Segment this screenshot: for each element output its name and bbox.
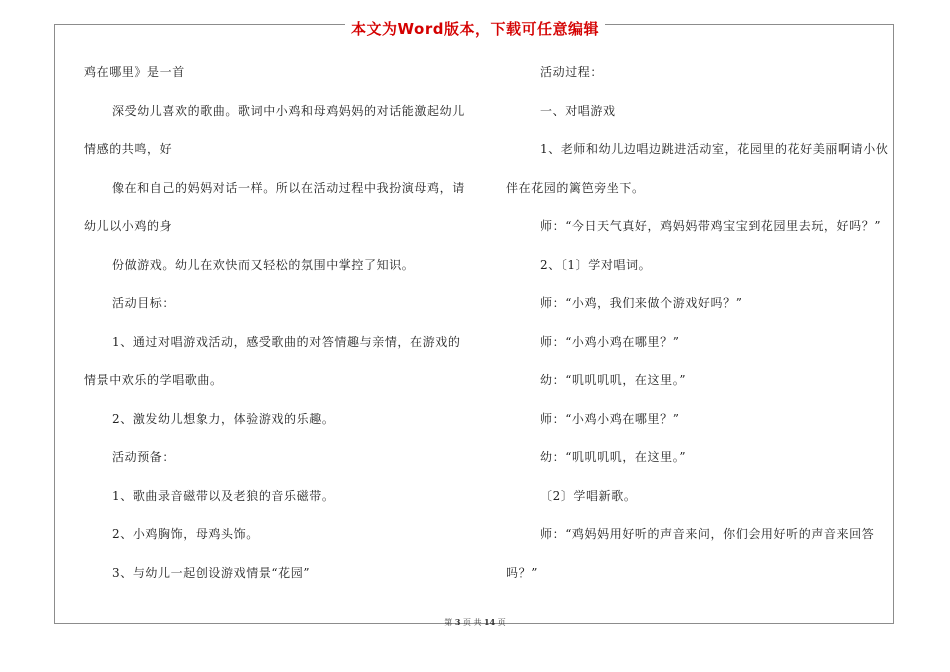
paragraph-line: 2、〔1〕学对唱词。: [540, 257, 652, 272]
paragraph-line: 伴在花园的篱笆旁坐下。: [506, 180, 645, 195]
paragraph-line: 3、与幼儿一起创设游戏情景“花园”: [112, 565, 311, 580]
paragraph-line: 师：“小鸡，我们来做个游戏好吗？”: [540, 296, 743, 310]
footer-current-page: 3: [454, 617, 461, 627]
paragraph-line: 情感的共鸣，好: [84, 142, 173, 156]
paragraph-line: 师：“小鸡小鸡在哪里？”: [540, 334, 680, 349]
banner-text: 本文为Word版本，下载可任意编辑: [345, 20, 605, 38]
paragraph-line: 师：“今日天气真好，鸡妈妈带鸡宝宝到花园里去玩，好吗？”: [540, 219, 882, 233]
footer-total-pages: 14: [484, 617, 496, 627]
paragraph-line: 2、激发幼儿想象力，体验游戏的乐趣。: [112, 411, 335, 426]
word-version-banner: [0, 19, 950, 39]
paragraph-line: 幼：“叽叽叽叽，在这里。”: [540, 373, 687, 387]
footer-prefix: 第: [444, 618, 453, 627]
page-number-footer: [0, 617, 950, 628]
paragraph-line: 情景中欢乐的学唱歌曲。: [84, 373, 223, 387]
paragraph-line: 活动过程：: [540, 65, 604, 79]
paragraph-line: 师：“小鸡小鸡在哪里？”: [540, 411, 680, 426]
paragraph-line: 幼儿以小鸡的身: [84, 219, 173, 233]
paragraph-line: 一、对唱游戏: [540, 103, 616, 118]
footer-middle: 页 共: [462, 618, 482, 627]
paragraph-line: 1、通过对唱游戏活动，感受歌曲的对答情趣与亲情，在游戏的: [112, 334, 461, 349]
paragraph-line: 2、小鸡胸饰，母鸡头饰。: [112, 527, 259, 541]
right-text-column: [506, 60, 890, 599]
paragraph-line: 像在和自己的妈妈对话一样。所以在活动过程中我扮演母鸡，请: [112, 180, 465, 195]
paragraph-line: 1、歌曲录音磁带以及老狼的音乐磁带。: [112, 488, 335, 503]
paragraph-line: 深受幼儿喜欢的歌曲。歌词中小鸡和母鸡妈妈的对话能激起幼儿: [112, 103, 465, 118]
paragraph-line: 份做游戏。幼儿在欢快而又轻松的氛围中掌控了知识。: [112, 257, 415, 272]
paragraph-line: 吗？”: [506, 565, 538, 580]
paragraph-line: 活动预备：: [112, 450, 176, 464]
paragraph-line: 1、老师和幼儿边唱边跳进活动室，花园里的花好美丽啊请小伙: [540, 142, 889, 156]
paragraph-line: 幼：“叽叽叽叽，在这里。”: [540, 450, 687, 464]
paragraph-line: 活动目标：: [112, 296, 176, 310]
footer-suffix: 页: [497, 618, 506, 627]
paragraph-line: 鸡在哪里》是一首: [84, 65, 185, 79]
left-text-column: [84, 60, 472, 599]
paragraph-line: 师：“鸡妈妈用好听的声音来问，你们会用好听的声音来回答: [540, 527, 875, 541]
paragraph-line: 〔2〕学唱新歌。: [540, 488, 637, 503]
